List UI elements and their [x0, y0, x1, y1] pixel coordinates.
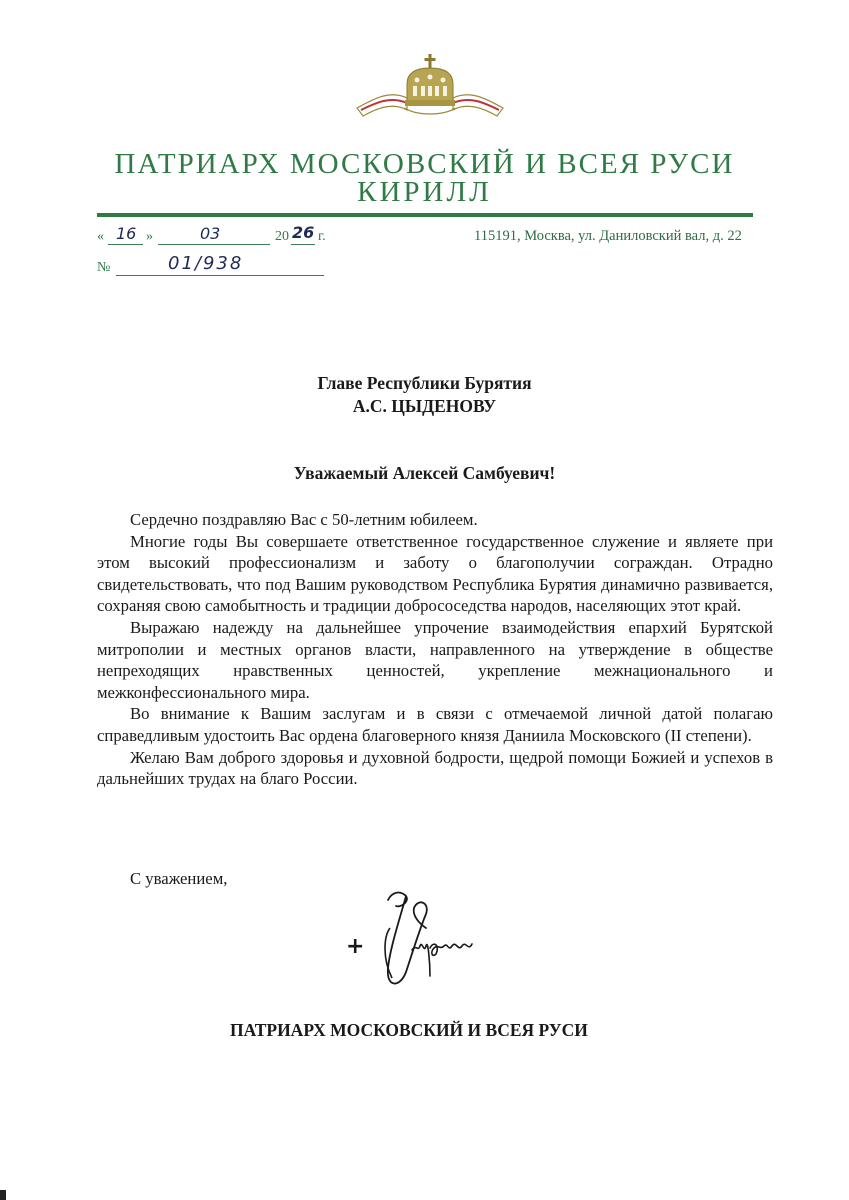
letterhead-name: КИРИЛЛ — [357, 176, 492, 208]
date-month: 03 — [200, 224, 221, 243]
scan-edge-mark — [0, 1190, 6, 1200]
signature-block — [340, 888, 500, 993]
addressee-name: А.С. ЦЫДЕНОВУ — [352, 396, 497, 416]
date-day: 16 — [116, 224, 137, 243]
paragraph: Желаю Вам доброго здоровья и духовной бодрости, щедрой помощи Божией и успехов в дальнейших трудах на благо России. — [97, 747, 773, 789]
letterhead-title: ПАТРИАРХ МОСКОВСКИЙ И ВСЕЯ РУСИ — [114, 148, 735, 180]
letter-body — [97, 509, 773, 790]
salutation: Уважаемый Алексей Самбуевич! — [293, 463, 556, 483]
paragraph: Во внимание к Вашим заслугам и в связи с отмечаемой личной датой полагаю справедливым удостоить Вас ордена благоверного князя Даниила Московского (II степени). — [97, 704, 773, 745]
signature-cross: + — [346, 934, 365, 959]
letterhead-divider — [97, 213, 753, 217]
closing: С уважением, — [130, 869, 228, 888]
date-year-prefix: 20 — [275, 229, 289, 244]
addressee-position: Главе Республики Бурятия — [317, 373, 532, 393]
handwritten-signature-icon — [370, 888, 500, 993]
date-open-quote: « — [97, 229, 104, 244]
date-year-unit: г. — [318, 229, 326, 244]
date-year: 26 — [292, 223, 315, 242]
doc-number: 01/938 — [168, 253, 244, 274]
paragraph: Выражаю надежду на дальнейшее упрочение взаимодействия епархий Бурятской митрополии и местных органов власти, направленного на утверждение в обществе непреходящих нравственных ценностей, укрепление межнационального и межконфессионального мира. — [97, 617, 773, 702]
paragraph: Сердечно поздравляю Вас с 50-летним юбилеем. — [130, 510, 478, 529]
date-close-quote: » — [146, 229, 153, 244]
sender-address: 115191, Москва, ул. Даниловский вал, д. 22 — [474, 228, 742, 244]
paragraph: Многие годы Вы совершаете ответственное государственное служение и являете при этом высокий профессионализм и заботу о благополучии сограждан. Отрадно свидетельствовать, что под Вашим руководством Республика Бурятия динамично развивается, сохраняя свою самобытность и традиции добрососедства народов, населяющих этот край. — [97, 531, 773, 616]
crown-emblem-icon — [355, 50, 505, 125]
doc-number-label: № — [97, 260, 111, 275]
signatory-title: ПАТРИАРХ МОСКОВСКИЙ И ВСЕЯ РУСИ — [230, 1020, 588, 1040]
